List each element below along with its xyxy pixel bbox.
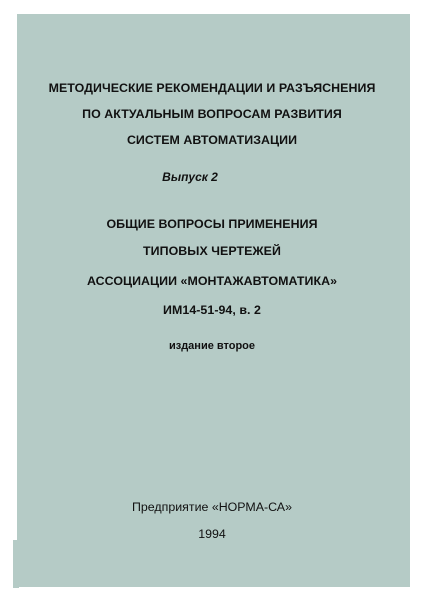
edition-label: издание второе (168, 340, 256, 352)
document-code: ИМ14-51-94, в. 2 (163, 303, 261, 317)
issue-number: Выпуск 2 (162, 170, 218, 184)
cover-edge (13, 540, 19, 588)
series-title-line-2: ПО АКТУАЛЬНЫМ ВОПРОСАМ РАЗВИТИЯ (82, 107, 342, 121)
series-title-line-3: СИСТЕМ АВТОМАТИЗАЦИИ (126, 133, 298, 147)
publication-year: 1994 (198, 527, 226, 541)
document-title-line-2: ТИПОВЫХ ЧЕРТЕЖЕЙ (143, 244, 281, 258)
document-title-line-1: ОБЩИЕ ВОПРОСЫ ПРИМЕНЕНИЯ (106, 217, 318, 231)
document-title-line-3: АССОЦИАЦИИ «МОНТАЖАВТОМАТИКА» (86, 274, 338, 288)
publisher: Предприятие «НОРМА-СА» (132, 500, 292, 514)
series-title-line-1: МЕТОДИЧЕСКИЕ РЕКОМЕНДАЦИИ И РАЗЪЯСНЕНИЯ (48, 81, 376, 95)
